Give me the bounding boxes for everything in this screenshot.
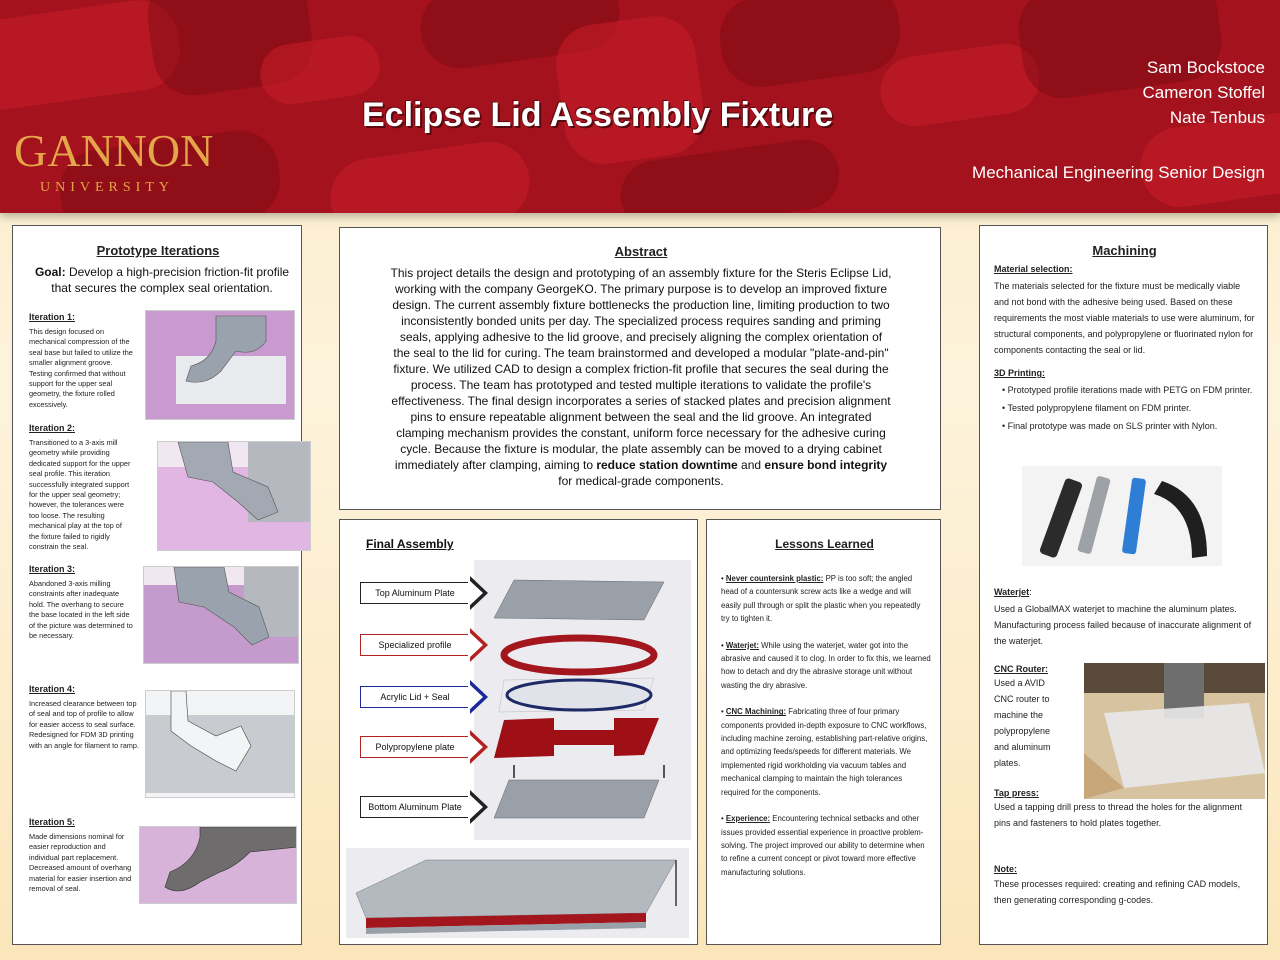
lesson-text: Fabricating three of four primary components provided in-depth exposure to CNC workflows, including machine zeroing, establishing part-relative origins, and optimizing feeds/speeds for different materials. We implemented rigid workholding via vacuum tables and mechanical clamping to maintain the high tolerances required for the components. bbox=[721, 707, 928, 797]
waterjet-text: Used a GlobalMAX waterjet to machine the aluminum plates. Manufacturing process failed because of inaccurate alignment of the waterjet. bbox=[994, 604, 1252, 646]
printing-item: • Prototyped profile iterations made with PETG on FDM printer. bbox=[1002, 385, 1253, 395]
author-list bbox=[1142, 55, 1265, 130]
waterjet-section bbox=[994, 584, 1256, 649]
lessons-panel bbox=[706, 519, 941, 945]
abstract-emphasis: ensure bond integrity bbox=[764, 458, 888, 472]
tap-text: Used a tapping drill press to thread the holes for the alignment pins and fasteners to hold plates together. bbox=[994, 802, 1243, 828]
arrow-icon bbox=[468, 683, 483, 711]
printing-item-text: Tested polypropylene filament on FDM printer. bbox=[1007, 403, 1192, 413]
arrow-icon bbox=[468, 579, 483, 607]
seal-profile-shape bbox=[140, 827, 297, 904]
iteration-label: Iteration 3: bbox=[29, 564, 76, 574]
iteration-label: Iteration 2: bbox=[29, 423, 76, 433]
printing-section bbox=[994, 368, 1256, 434]
lesson-text: PP is too soft; the angled head of a countersunk screw acts like a wedge and will easily pull through or split the plastic when you repeatedly try to tighten it. bbox=[721, 574, 921, 624]
lesson-item: • Waterjet: While using the waterjet, water got into the abrasive and caused it to clog. In order to fix this, we learned how to detach and dry the abrasive storage unit without wasting the dry abrasive. bbox=[721, 640, 931, 690]
note-head: Note: bbox=[994, 864, 1017, 874]
layer-label-text: Bottom Aluminum Plate bbox=[368, 802, 462, 812]
layer-label-text: Top Aluminum Plate bbox=[375, 588, 455, 598]
printing-item-text: Final prototype was made on SLS printer with Nylon. bbox=[1007, 421, 1218, 431]
lesson-item: • Experience: Encountering technical setbacks and other issues provided essential experience in proactive problem-solving. The project improved our ability to determine when to refine a current concept or pivot toward more effective manufacturing solutions. bbox=[721, 814, 925, 877]
seal-profile-shape bbox=[146, 311, 295, 420]
logo-gannon: GANNON bbox=[14, 125, 214, 176]
lessons-title: Lessons Learned bbox=[775, 537, 874, 551]
iteration-4 bbox=[29, 684, 139, 751]
prototype-goal bbox=[31, 264, 293, 296]
layer-label-acrylic-lid bbox=[360, 686, 470, 708]
iteration-5-image bbox=[139, 826, 297, 904]
iteration-4-image bbox=[145, 690, 295, 798]
cnc-router-photo bbox=[1084, 663, 1265, 799]
prototype-panel bbox=[12, 225, 302, 945]
material-section bbox=[994, 264, 1256, 358]
assembled-view-drawing bbox=[346, 848, 689, 938]
iteration-text: Abandoned 3-axis milling constraints after inadequate hold. The overhang to secure the base located in the left side of the picture was determined to be necessary. bbox=[29, 579, 133, 641]
logo-university: UNIVERSITY bbox=[40, 180, 174, 195]
waterjet-colon: : bbox=[1029, 587, 1032, 597]
lesson-text: Encountering technical setbacks and other issues provided essential experience in proactive problem-solving. The project improved our ability to determine when to refine a current concept or pivot toward more effective manufacturing solutions. bbox=[721, 814, 925, 877]
layer-label-text: Acrylic Lid + Seal bbox=[380, 692, 450, 702]
iteration-label: Iteration 4: bbox=[29, 684, 76, 694]
layer-label-polypropylene bbox=[360, 736, 470, 758]
exploded-view bbox=[474, 560, 691, 840]
iteration-label: Iteration 1: bbox=[29, 312, 76, 322]
header-banner bbox=[0, 0, 1280, 213]
note-text: These processes required: creating and refining CAD models, then generating corresponding g-codes. bbox=[994, 879, 1241, 905]
printing-item-text: Prototyped profile iterations made with PETG on FDM printer. bbox=[1007, 385, 1253, 395]
abstract-text: and bbox=[737, 458, 765, 472]
abstract-text: for medical-grade components. bbox=[558, 474, 724, 488]
layer-label-specialized-profile bbox=[360, 634, 470, 656]
iteration-2-image bbox=[157, 441, 311, 551]
iteration-3-image bbox=[143, 566, 299, 664]
printed-parts-photo bbox=[1022, 466, 1222, 566]
goal-text: Develop a high-precision friction-fit profile that secures the complex seal orientation. bbox=[51, 265, 290, 295]
note-section bbox=[994, 864, 1256, 908]
printing-item: • Tested polypropylene filament on FDM printer. bbox=[1002, 403, 1192, 413]
waterjet-head: Waterjet bbox=[994, 587, 1030, 597]
author-name: Cameron Stoffel bbox=[1142, 83, 1265, 102]
poster-subtitle: Mechanical Engineering Senior Design bbox=[972, 163, 1265, 182]
material-head: Material selection: bbox=[994, 264, 1073, 274]
lesson-item: • CNC Machining: Fabricating three of four primary components provided in-depth exposure to CNC workflows, including machine zeroing, establishing part-relative origins, and optimizing feeds/speeds for different materials. We implemented rigid workholding via vacuum tables and mechanical clamping to maintain the high tolerances required for the components. bbox=[721, 707, 928, 797]
exploded-view-drawing bbox=[474, 560, 691, 840]
author-name: Sam Bockstoce bbox=[1146, 58, 1265, 77]
iteration-text: Transitioned to a 3-axis mill geometry while providing dedicated support for the upper seal profile. This iteration successfully integrated support for the upper seal geometry; however, the tolerances were too loose. The resulting mechanical play at the top of the fixture failed to rigidly constrain the seal. bbox=[29, 438, 131, 552]
seal-profile-shape bbox=[158, 442, 311, 551]
layer-label-bottom-aluminum bbox=[360, 796, 470, 818]
author-name: Nate Tenbus bbox=[1169, 108, 1265, 127]
layer-label-top-aluminum bbox=[360, 582, 470, 604]
iteration-2 bbox=[29, 423, 133, 552]
lesson-item: • Never countersink plastic: PP is too soft; the angled head of a countersunk screw acts like a wedge and will easily pull through or split the plastic when you repeatedly try to tighten it. bbox=[721, 574, 921, 624]
tap-head: Tap press: bbox=[994, 788, 1039, 798]
layer-label-text: Specialized profile bbox=[378, 640, 452, 650]
assembled-view bbox=[346, 848, 689, 938]
poster-title: Eclipse Lid Assembly Fixture bbox=[362, 96, 834, 134]
tap-section bbox=[994, 788, 1256, 831]
layer-label-text: Polypropylene plate bbox=[375, 742, 455, 752]
iteration-1 bbox=[29, 312, 133, 410]
machining-panel bbox=[979, 225, 1268, 945]
abstract-emphasis: reduce station downtime bbox=[596, 458, 738, 472]
abstract-text: This project details the design and prototyping of an assembly fixture for the Steris Eclipse Lid, working with the company GeorgeKO. The primary purpose is to develop an improved fixture design. The current assembly fixture bottlenecks the production line, limiting production to two inconsistently bonded units per day. The specialized process requires sanding and priming seals, applying adhesive to the lid groove, and precisely aligning the complex orientation of the seal to the lid for curing. The team brainstormed and developed a modular "plate-and-pin" fixture. We utilized CAD to design a complex friction-fit profile that secures the seal during the process. The team has prototyped and tested multiple iterations to validate the profile's effectiveness. The final design incorporates a series of stacked plates and precision alignment pins to ensure repeatable alignment between the seal and the lid groove. An integrated clamping mechanism provides the constant, uniform force necessary for the adhesive curing cycle. Because the fixture is modular, the plate assembly can be moved to a drying cabinet immediately after clamping, aiming to bbox=[390, 266, 892, 472]
arrow-icon bbox=[468, 631, 483, 659]
cnc-text: Used a AVID CNC router to machine the polypropylene and aluminum plates. bbox=[994, 678, 1051, 768]
cnc-section bbox=[994, 664, 1066, 771]
iteration-1-image bbox=[145, 310, 295, 420]
abstract-title: Abstract bbox=[614, 244, 668, 259]
iteration-3 bbox=[29, 564, 133, 641]
abstract-body bbox=[390, 265, 892, 489]
material-text: The materials selected for the fixture must be medically viable and not bond with the adhesive being used. Based on these requirements the most viable materials to use were aluminum, for structural components, and polypropylene or fluorinated nylon for components contacting the seal or lid. bbox=[994, 281, 1255, 355]
iteration-text: Made dimensions nominal for easier reproduction and individual part replacement. Decreased amount of overhang material for easier insertion and removal of seal. bbox=[29, 832, 132, 894]
lesson-text: While using the waterjet, water got into the abrasive and caused it to clog. In order to fix this, we learned how to detach and dry the abrasive storage unit without wasting the dry abrasive. bbox=[721, 640, 931, 690]
goal-label: Goal: bbox=[34, 265, 66, 279]
seal-profile-shape bbox=[146, 691, 295, 798]
cnc-router-drawing bbox=[1084, 663, 1265, 799]
printing-item: • Final prototype was made on SLS printer with Nylon. bbox=[1002, 421, 1218, 431]
lesson-head: Waterjet: bbox=[725, 640, 759, 650]
iteration-5 bbox=[29, 817, 133, 894]
machining-title: Machining bbox=[1092, 243, 1157, 258]
iteration-text: This design focused on mechanical compression of the seal base but failed to utilize the smaller alignment groove. Testing confirmed that without support for the upper seal geometry, the fixture rolled excessively. bbox=[29, 327, 133, 409]
lesson-head: Experience: bbox=[725, 814, 771, 824]
lesson-head: Never countersink plastic: bbox=[725, 574, 824, 583]
iteration-label: Iteration 5: bbox=[29, 817, 76, 827]
iteration-text: Increased clearance between top of seal and top of profile to allow for easier access to seal surface. Redesigned for FDM 3D printing with an angle for filament to ramp. bbox=[29, 699, 139, 750]
lessons-list bbox=[721, 572, 931, 879]
seal-profile-shape bbox=[144, 567, 299, 664]
arrow-icon bbox=[468, 733, 483, 761]
prototype-title: Prototype Iterations bbox=[96, 243, 220, 258]
cnc-head: CNC Router: bbox=[994, 664, 1048, 674]
abstract-panel bbox=[339, 227, 941, 510]
lesson-head: CNC Machining: bbox=[725, 707, 787, 717]
final-assembly-title: Final Assembly bbox=[366, 537, 454, 551]
waterjet-heading bbox=[994, 584, 1256, 600]
printed-parts-drawing bbox=[1022, 466, 1222, 566]
printing-head: 3D Printing: bbox=[994, 368, 1045, 378]
arrow-icon bbox=[468, 793, 483, 821]
